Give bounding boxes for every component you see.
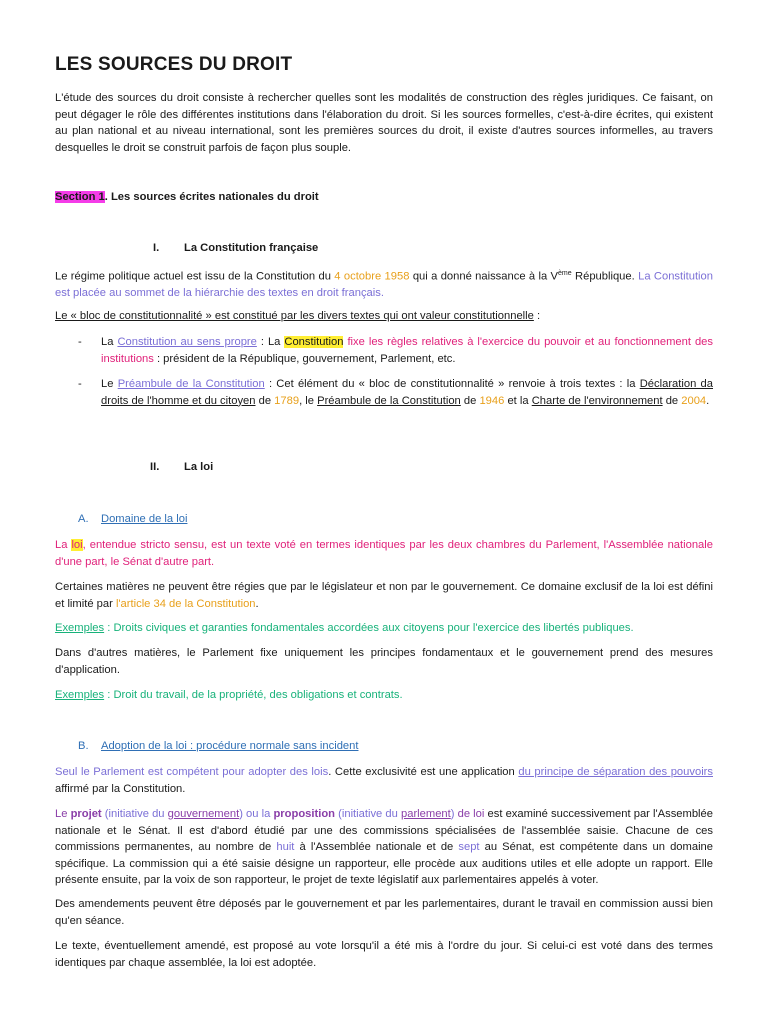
text-run: est examiné successivement par l'Assemblée nationale et le Sénat. Il est d'abord étudié par une des commissions spécialisées de l'assemblée saisie. Chacune de ces commissions permanentes, au nombre de bbox=[55, 808, 713, 853]
constitution-highlight: Constitution bbox=[284, 336, 344, 348]
document-title: LES SOURCES DU DROIT bbox=[55, 54, 293, 75]
year-2004: 2004 bbox=[681, 394, 707, 407]
loi-highlight: loi bbox=[71, 539, 83, 551]
text-run: . bbox=[255, 597, 259, 610]
part-1-title: La Constitution française bbox=[184, 242, 319, 254]
charte-underlined: Charte de l'environnement bbox=[531, 394, 663, 407]
text-run: , entendue stricto sensu, est un texte voté en termes identiques par les deux chambres du Parlement, l'Assemblée nationale d'une part, le Sénat d'autre part. bbox=[55, 539, 713, 568]
text-run: ) ou la bbox=[239, 808, 274, 820]
text-run: République. bbox=[571, 270, 639, 283]
huit: huit bbox=[276, 841, 295, 853]
text-run: Le régime politique actuel est issu de la Constitution du bbox=[55, 270, 335, 283]
separation-pouvoirs-link[interactable]: du principe de séparation des pouvoirs bbox=[518, 766, 713, 778]
preambule-link[interactable]: Préambule de la Constitution bbox=[117, 378, 265, 390]
parlement-paragraph bbox=[55, 764, 713, 797]
part-2-numeral: II. bbox=[150, 461, 160, 473]
text-run: qui a donné naissance à la V bbox=[409, 270, 559, 283]
bullet-constitution bbox=[101, 334, 713, 367]
constitution-paragraph bbox=[55, 266, 713, 302]
procedure-paragraph bbox=[55, 806, 713, 889]
text-run: à l'Assemblée nationale et de bbox=[294, 841, 459, 853]
superscript: ème bbox=[558, 270, 572, 277]
year-1946: 1946 bbox=[479, 394, 505, 407]
preambule-underlined: Préambule de la Constitution bbox=[317, 394, 461, 407]
projet: projet bbox=[70, 808, 102, 820]
section-title: . Les sources écrites nationales du droit bbox=[104, 191, 319, 203]
amendements-paragraph: Des amendements peuvent être déposés par le gouvernement et par les parlementaires, durant le travail en commission aussi bien qu'en séance. bbox=[55, 898, 713, 927]
subsection-a-title[interactable]: Domaine de la loi bbox=[101, 513, 188, 525]
text-run: . bbox=[706, 394, 710, 407]
section-label: Section 1 bbox=[55, 191, 105, 203]
bullet-preambule bbox=[101, 376, 713, 409]
date-1958: 4 octobre 1958 bbox=[334, 270, 410, 283]
bullet-dash: - bbox=[78, 378, 82, 390]
autres-matieres-paragraph: Dans d'autres matières, le Parlement fixe uniquement les principes fondamentaux et le gouvernement prend des mesures d'application. bbox=[55, 647, 713, 676]
text-run: : Droits civiques et garanties fondamentales accordées aux citoyens pour l'exercice des libertés publiques. bbox=[104, 622, 634, 634]
text-run: (initiative du bbox=[101, 808, 168, 820]
domaine-paragraph bbox=[55, 579, 713, 612]
examples-1 bbox=[55, 620, 713, 637]
article-34: l'article 34 de la Constitution bbox=[115, 597, 256, 610]
text-run: La bbox=[101, 336, 118, 348]
text-run: de bbox=[255, 394, 275, 407]
part-2-title: La loi bbox=[184, 461, 214, 473]
declaration-underlined: Déclaration da droits de l'homme et du citoyen bbox=[101, 378, 713, 407]
text-run: affirmé par la Constitution. bbox=[55, 782, 186, 795]
year-1789: 1789 bbox=[274, 394, 300, 407]
hierarchy-sentence: La Constitution est placée au sommet de la hiérarchie des textes en droit français. bbox=[55, 270, 713, 300]
magenta-text: fixe les règles relatives à l'exercice du pouvoir et au fonctionnement des institutions bbox=[101, 336, 713, 365]
text-run: au Sénat, est compétente dans un domaine spécifique. La commission qui a été saisie désigne un rapporteur, elle procède aux auditions utiles et elle adopte un rapport. Elle présente ensuite, par la voix de son rapporteur, le projet de texte législatif aux parlementaires appelés à voter. bbox=[55, 841, 713, 886]
text-run: : bbox=[533, 310, 541, 322]
sept: sept bbox=[458, 841, 480, 853]
text-run: , le bbox=[299, 394, 318, 407]
text-run: Le bbox=[55, 808, 71, 820]
intro-paragraph: L'étude des sources du droit consiste à rechercher quelles sont les modalités de construction des règles juridiques. Ce faisant, on peut dégager le rôle des différentes institutions dans l'élaboration du droit. Si les sources formelles, c'est-à-dire écrites, qui existent au plan national et au niveau international, sont les premières sources du droit, il existe d'autres sources informelles, au travers desquelles le droit se construit parfois de façon plus souple. bbox=[55, 92, 713, 154]
gouvernement: gouvernement bbox=[167, 808, 240, 820]
vote-paragraph: Le texte, éventuellement amendé, est proposé au vote lorsqu'il a été mis à l'ordre du jour. Si celui-ci est voté dans des termes identiques par chaque assemblée, la loi est adoptée. bbox=[55, 940, 713, 969]
examples-2 bbox=[55, 687, 713, 704]
bloc-underlined: Le « bloc de constitutionnalité » est constitué par les divers textes qui ont valeur constitutionnelle bbox=[55, 310, 534, 322]
subsection-b-letter: B. bbox=[78, 740, 89, 752]
examples-label: Exemples bbox=[55, 622, 105, 634]
text-run: : Cet élément du « bloc de constitutionnalité » renvoie à trois textes : la bbox=[264, 378, 640, 390]
text-run: de bbox=[662, 394, 682, 407]
de-loi: de loi bbox=[457, 808, 485, 820]
text-run: . Cette exclusivité est une application bbox=[328, 766, 519, 778]
examples-label: Exemples bbox=[55, 689, 105, 701]
text-run: Certaines matières ne peuvent être régies que par le législateur et non par le gouvernement. Ce domaine exclusif de la loi est défini et limité par bbox=[55, 581, 713, 610]
text-run: ) bbox=[450, 808, 458, 820]
constitution-link[interactable]: Constitution au sens propre bbox=[117, 336, 257, 348]
text-run: de bbox=[460, 394, 480, 407]
proposition: proposition bbox=[273, 808, 335, 820]
text-run: : La bbox=[256, 336, 285, 348]
part-1-numeral: I. bbox=[153, 242, 160, 254]
text-run: : président de la République, gouvernement, Parlement, etc. bbox=[153, 352, 456, 365]
subsection-b-title[interactable]: Adoption de la loi : procédure normale sans incident bbox=[101, 740, 359, 752]
loi-definition bbox=[55, 537, 713, 570]
text-run: et la bbox=[504, 394, 532, 407]
bullet-dash: - bbox=[78, 336, 82, 348]
subsection-a-letter: A. bbox=[78, 513, 89, 525]
text-run: (initiative du bbox=[335, 808, 401, 820]
section-1-heading bbox=[55, 189, 319, 205]
parlement: parlement bbox=[401, 808, 451, 820]
seul-parlement: Seul le Parlement est compétent pour adopter des lois bbox=[55, 766, 329, 778]
text-run: La bbox=[55, 539, 72, 551]
bloc-paragraph bbox=[55, 308, 713, 325]
text-run: Le bbox=[101, 378, 118, 390]
text-run: : Droit du travail, de la propriété, des obligations et contrats. bbox=[104, 689, 403, 701]
